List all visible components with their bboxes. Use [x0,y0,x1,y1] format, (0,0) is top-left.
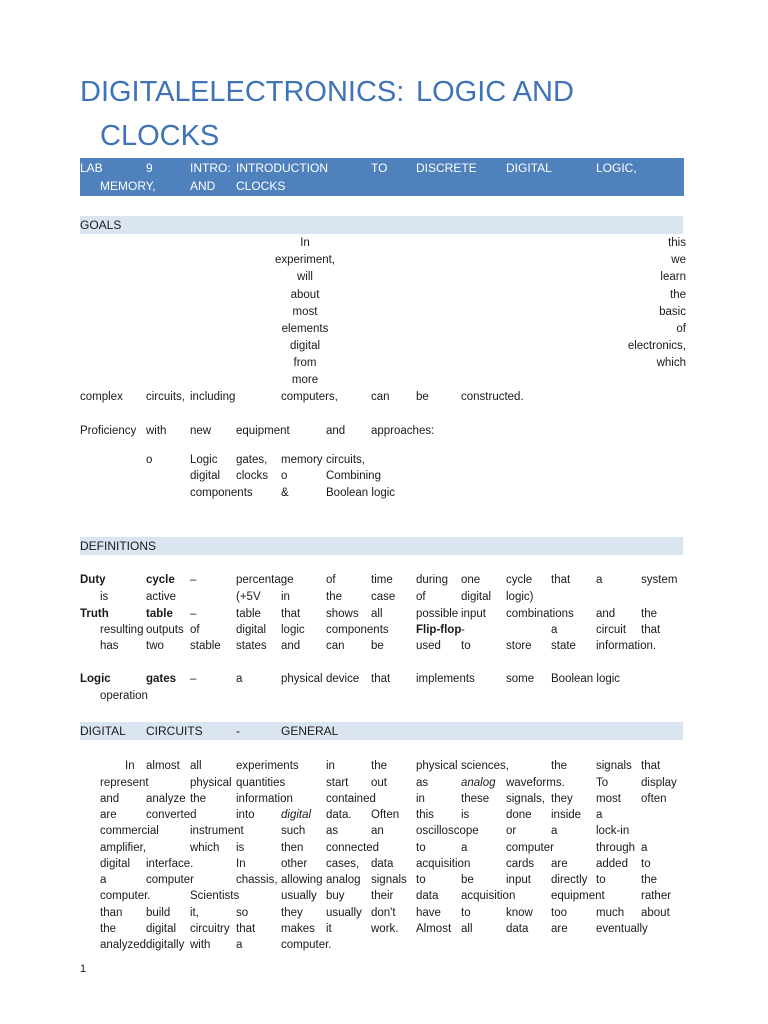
definition-word: has [100,640,119,652]
digital-circuits-word: computer. [281,939,332,951]
lab-header-word: TO [371,161,388,175]
goals-bullet-word: memory [281,454,323,466]
digital-circuits-word: start [326,777,349,789]
digital-circuits-word: that [641,760,661,772]
digital-circuits-word: are [551,923,568,935]
definition-word: components [326,624,389,636]
definition-word: physical [281,673,323,685]
digital-circuits-word: in [326,760,335,772]
definition-word: logic) [506,591,534,603]
definition-word: percentage [236,574,294,586]
definition-word: device [326,673,360,685]
goals-center-word: more [291,374,319,386]
digital-circuits-word: Often [371,809,400,821]
digital-circuits-word: a [551,825,558,837]
definition-word: that [281,608,301,620]
lab-header-word: LAB [80,161,103,175]
goals-center-word: most [292,306,318,318]
digital-circuits-word: build [146,907,171,919]
definition-word: be [371,640,384,652]
definition-word: is [100,591,109,603]
digital-circuits-word: most [596,793,621,805]
digital-circuits-word: much [596,907,625,919]
digital-circuits-word: interface. [146,858,194,870]
definition-word: of [416,591,426,603]
digital-circuits-word: Almost [416,923,452,935]
lab-header-word: INTRO: [190,161,231,175]
digital-circuits-word: and [100,793,120,805]
digital-circuits-word: experiments [236,760,299,772]
goals-center-word: digital [289,340,321,352]
definition-word: operation [100,690,148,702]
definition-word: state [551,640,576,652]
title-word-clocks: CLOCKS [100,120,220,152]
digital-circuits-word: converted [146,809,197,821]
definition-word: logic [281,624,305,636]
digital-circuits-word: so [236,907,249,919]
digital-circuits-word: analyze [146,793,186,805]
digital-circuits-word: about [641,907,670,919]
digital-circuits-word: through [596,842,636,854]
digital-circuits-word: cards [506,858,535,870]
goals-bullet-word: o [281,470,288,482]
definition-word: digital [236,624,267,636]
goals-bullet-word: o [146,454,153,466]
goals-bullet-word: Logic [190,454,218,466]
definition-word: the [326,591,342,603]
digital-circuits-word: are [100,809,117,821]
digital-circuits-word: inside [551,809,582,821]
digital-circuits-word: it, [190,907,199,919]
definition-word: Flip-flop [416,624,462,636]
definition-word: system [641,574,678,586]
definition-word: a [551,624,558,636]
definition-word: one [461,574,481,586]
definition-word: that [371,673,391,685]
lab-header-word: INTRODUCTION [236,161,328,175]
digital-circuits-word: data [371,858,394,870]
goals-bullet-word: circuits, [326,454,365,466]
definition-word: active [146,591,177,603]
page-number: 1 [80,963,87,975]
definitions-heading: DEFINITIONS [80,539,157,553]
lab-header-word: MEMORY, [100,179,156,193]
goals-proficiency-word: Proficiency [80,425,137,437]
goals-bullet-word: gates, [236,454,268,466]
digital-circuits-word: digital [146,923,177,935]
digital-circuits-word: data. [326,809,352,821]
digital-circuits-word: eventually [596,923,648,935]
digital-circuits-word: to [641,858,651,870]
digital-circuits-word: computer [506,842,554,854]
digital-circuits-word: data [506,923,529,935]
definition-word: cycle [146,574,175,586]
goals-center-word: from [293,357,317,369]
digital-circuits-word: digital [100,858,131,870]
goals-proficiency-word: new [190,425,212,437]
definition-word: – [190,574,197,586]
digital-circuits-word: In [125,760,135,772]
digital-circuits-word: often [641,793,667,805]
title-word-logic-and: LOGIC AND [416,76,574,108]
definition-word: two [146,640,164,652]
digital-circuits-word: or [506,825,517,837]
digital-circuits-word: too [551,907,567,919]
goals-bullet-word: & [281,487,289,499]
goals-right-word: the [670,289,686,301]
digital-circuits-word: out [371,777,387,789]
digital-circuits-word: commercial [100,825,159,837]
lab-header-word: CLOCKS [236,179,286,193]
definition-word: Logic [80,673,111,685]
digital-circuits-word: buy [326,890,345,902]
lab-header-word: AND [190,179,216,193]
goals-bullet-word: clocks [236,470,268,482]
goals-bullet-word: components [190,487,253,499]
digital-circuits-word: chassis, [236,874,278,886]
definition-word: - [461,624,465,636]
digital-circuits-word: in [416,793,425,805]
definition-word: a [596,574,603,586]
digital-circuits-word: cases, [326,858,360,870]
digital-circuits-word: a [641,842,648,854]
digital-circuits-word: connected [326,842,380,854]
definition-word: some [506,673,535,685]
definition-word: information. [596,640,657,652]
digital-circuits-word: an [371,825,384,837]
digital-circuits-word: information [236,793,293,805]
digital-circuits-word: it [326,923,332,935]
title-word-digital: DIGITAL [80,76,191,108]
definition-word: used [416,640,441,652]
definition-word: circuit [596,624,627,636]
digital-circuits-word: Scientists [190,890,240,902]
digital-circuits-word: other [281,858,308,870]
digital-circuits-word: are [551,858,568,870]
digital-circuits-word: know [506,907,533,919]
digital-circuits-word: the [551,760,567,772]
definition-word: table [236,608,261,620]
digital-circuits-word: which [190,842,220,854]
definition-word: in [281,591,290,603]
digital-circuits-word: lock-in [596,825,630,837]
definitions-section-bar [80,537,683,555]
goals-center-word: In [300,237,310,249]
definition-word: all [371,608,383,620]
title-word-electronics: ELECTRONICS: [190,76,405,108]
goals-right-word: learn [660,271,686,283]
digital-heading-word: - [236,724,240,738]
goals-section-bar [80,216,683,234]
digital-circuits-word: as [326,825,339,837]
digital-circuits-word: signals [596,760,632,772]
digital-heading-word: GENERAL [281,724,339,738]
definition-word: Boolean logic [551,673,621,685]
definition-word: store [506,640,532,652]
goals-last-line-word: including [190,391,236,403]
definition-word: a [236,673,243,685]
digital-circuits-word: these [461,793,490,805]
definition-word: outputs [146,624,184,636]
goals-last-line-word: can [371,391,390,403]
digital-circuits-word: oscilloscope [416,825,479,837]
digital-circuits-word: almost [146,760,180,772]
definition-word: input [461,608,486,620]
goals-center-word: experiment, [274,254,336,266]
digital-circuits-word: done [506,809,532,821]
digital-circuits-word: analog [461,777,496,789]
digital-circuits-word: physical [416,760,458,772]
definition-word: Truth [80,608,109,620]
goals-last-line-word: computers, [281,391,338,403]
definition-word: and [281,640,301,652]
digital-circuits-word: analog [326,874,361,886]
digital-circuits-word: into [236,809,255,821]
definition-word: and [596,608,616,620]
digital-circuits-word: the [641,874,657,886]
digital-circuits-word: don't [371,907,396,919]
digital-circuits-word: computer [146,874,194,886]
definition-word: to [461,640,471,652]
digital-circuits-word: all [190,760,202,772]
goals-right-word: of [676,323,686,335]
digital-circuits-word: digital [281,809,312,821]
definition-word: time [371,574,393,586]
digital-circuits-word: to [596,874,606,886]
goals-right-word: which [656,357,686,369]
digital-circuits-word: data [416,890,439,902]
digital-circuits-word: acquisition [416,858,471,870]
digital-circuits-word: the [190,793,206,805]
digital-circuits-word: is [461,809,470,821]
digital-circuits-word: input [506,874,531,886]
digital-circuits-word: all [461,923,473,935]
digital-circuits-word: amplifier, [100,842,147,854]
digital-heading-word: CIRCUITS [146,724,203,738]
digital-circuits-word: usually [281,890,317,902]
digital-circuits-word: have [416,907,441,919]
definition-word: the [641,608,657,620]
digital-circuits-word: physical [190,777,232,789]
definition-word: (+5V [236,591,261,603]
goals-right-word: basic [659,306,686,318]
goals-bullet-word: Boolean logic [326,487,396,499]
digital-circuits-word: digitally [146,939,185,951]
goals-proficiency-word: with [146,425,167,437]
definition-word: that [551,574,571,586]
digital-circuits-word: equipment [551,890,605,902]
definition-word: case [371,591,396,603]
definition-word: gates [146,673,177,685]
digital-circuits-word: In [236,858,246,870]
digital-circuits-word: acquisition [461,890,516,902]
digital-circuits-word: than [100,907,123,919]
goals-last-line-word: complex [80,391,123,403]
digital-circuits-word: they [281,907,303,919]
digital-circuits-word: added [596,858,628,870]
definition-word: cycle [506,574,533,586]
definition-word: implements [416,673,475,685]
digital-circuits-word: instrument [190,825,244,837]
digital-circuits-word: signals, [506,793,545,805]
digital-circuits-word: a [100,874,107,886]
lab-header-word: DISCRETE [416,161,477,175]
definition-word: can [326,640,345,652]
definition-word: combinations [506,608,574,620]
definition-word: states [236,640,267,652]
goals-last-line-word: constructed. [461,391,524,403]
digital-circuits-word: the [100,923,116,935]
goals-right-word: electronics, [627,340,686,352]
digital-circuits-word: waveforms. [506,777,565,789]
goals-bullet-word: Combining [326,470,381,482]
digital-circuits-word: directly [551,874,588,886]
digital-circuits-word: be [461,874,474,886]
digital-circuits-word: that [236,923,256,935]
digital-circuits-word: such [281,825,306,837]
definition-word: stable [190,640,221,652]
definition-word: of [326,574,336,586]
goals-center-word: will [297,271,313,283]
digital-circuits-word: quantities [236,777,286,789]
digital-circuits-word: to [461,907,471,919]
definition-word: digital [461,591,492,603]
definition-word: table [146,608,173,620]
digital-circuits-word: signals [371,874,407,886]
definition-word: of [190,624,200,636]
goals-proficiency-word: approaches: [371,425,435,437]
digital-circuits-word: work. [371,923,399,935]
digital-circuits-word: with [190,939,211,951]
definition-word: during [416,574,448,586]
digital-circuits-word: a [236,939,243,951]
definition-word: that [641,624,661,636]
digital-circuits-word: then [281,842,304,854]
digital-circuits-word: this [416,809,434,821]
definition-word: resulting [100,624,144,636]
digital-circuits-word: makes [281,923,315,935]
lab-header-word: 9 [146,161,153,175]
digital-circuits-word: analyzed [100,939,147,951]
goals-center-word: about [290,289,320,301]
definition-word: shows [326,608,359,620]
digital-circuits-word: contained [326,793,376,805]
digital-circuits-word: to [416,842,426,854]
digital-circuits-word: represent [100,777,149,789]
digital-circuits-word: computer. [100,890,151,902]
digital-circuits-word: the [371,760,387,772]
digital-circuits-word: a [596,809,603,821]
goals-bullet-word: digital [190,470,221,482]
goals-last-line-word: be [416,391,429,403]
goals-proficiency-word: and [326,425,346,437]
digital-heading-word: DIGITAL [80,724,126,738]
digital-circuits-word: to [416,874,426,886]
goals-right-word: this [668,237,686,249]
goals-center-word: elements [281,323,329,335]
definition-word: – [190,608,197,620]
goals-heading: GOALS [80,218,122,232]
digital-circuits-word: a [461,842,468,854]
digital-circuits-word: they [551,793,573,805]
definition-word: – [190,673,197,685]
goals-last-line-word: circuits, [146,391,185,403]
digital-circuits-word: usually [326,907,362,919]
digital-circuits-word: circuitry [190,923,230,935]
lab-header-word: DIGITAL [506,161,552,175]
digital-circuits-word: allowing [281,874,323,886]
digital-circuits-word: is [236,842,245,854]
digital-circuits-word: rather [641,890,672,902]
goals-proficiency-word: equipment [236,425,290,437]
digital-circuits-word: sciences, [461,760,509,772]
goals-right-word: we [671,254,686,266]
lab-header-word: LOGIC, [596,161,637,175]
digital-circuits-word: To [596,777,609,789]
definition-word: Duty [80,574,106,586]
digital-circuits-word: as [416,777,429,789]
digital-circuits-word: their [371,890,394,902]
definition-word: possible [416,608,459,620]
digital-circuits-word: display [641,777,677,789]
